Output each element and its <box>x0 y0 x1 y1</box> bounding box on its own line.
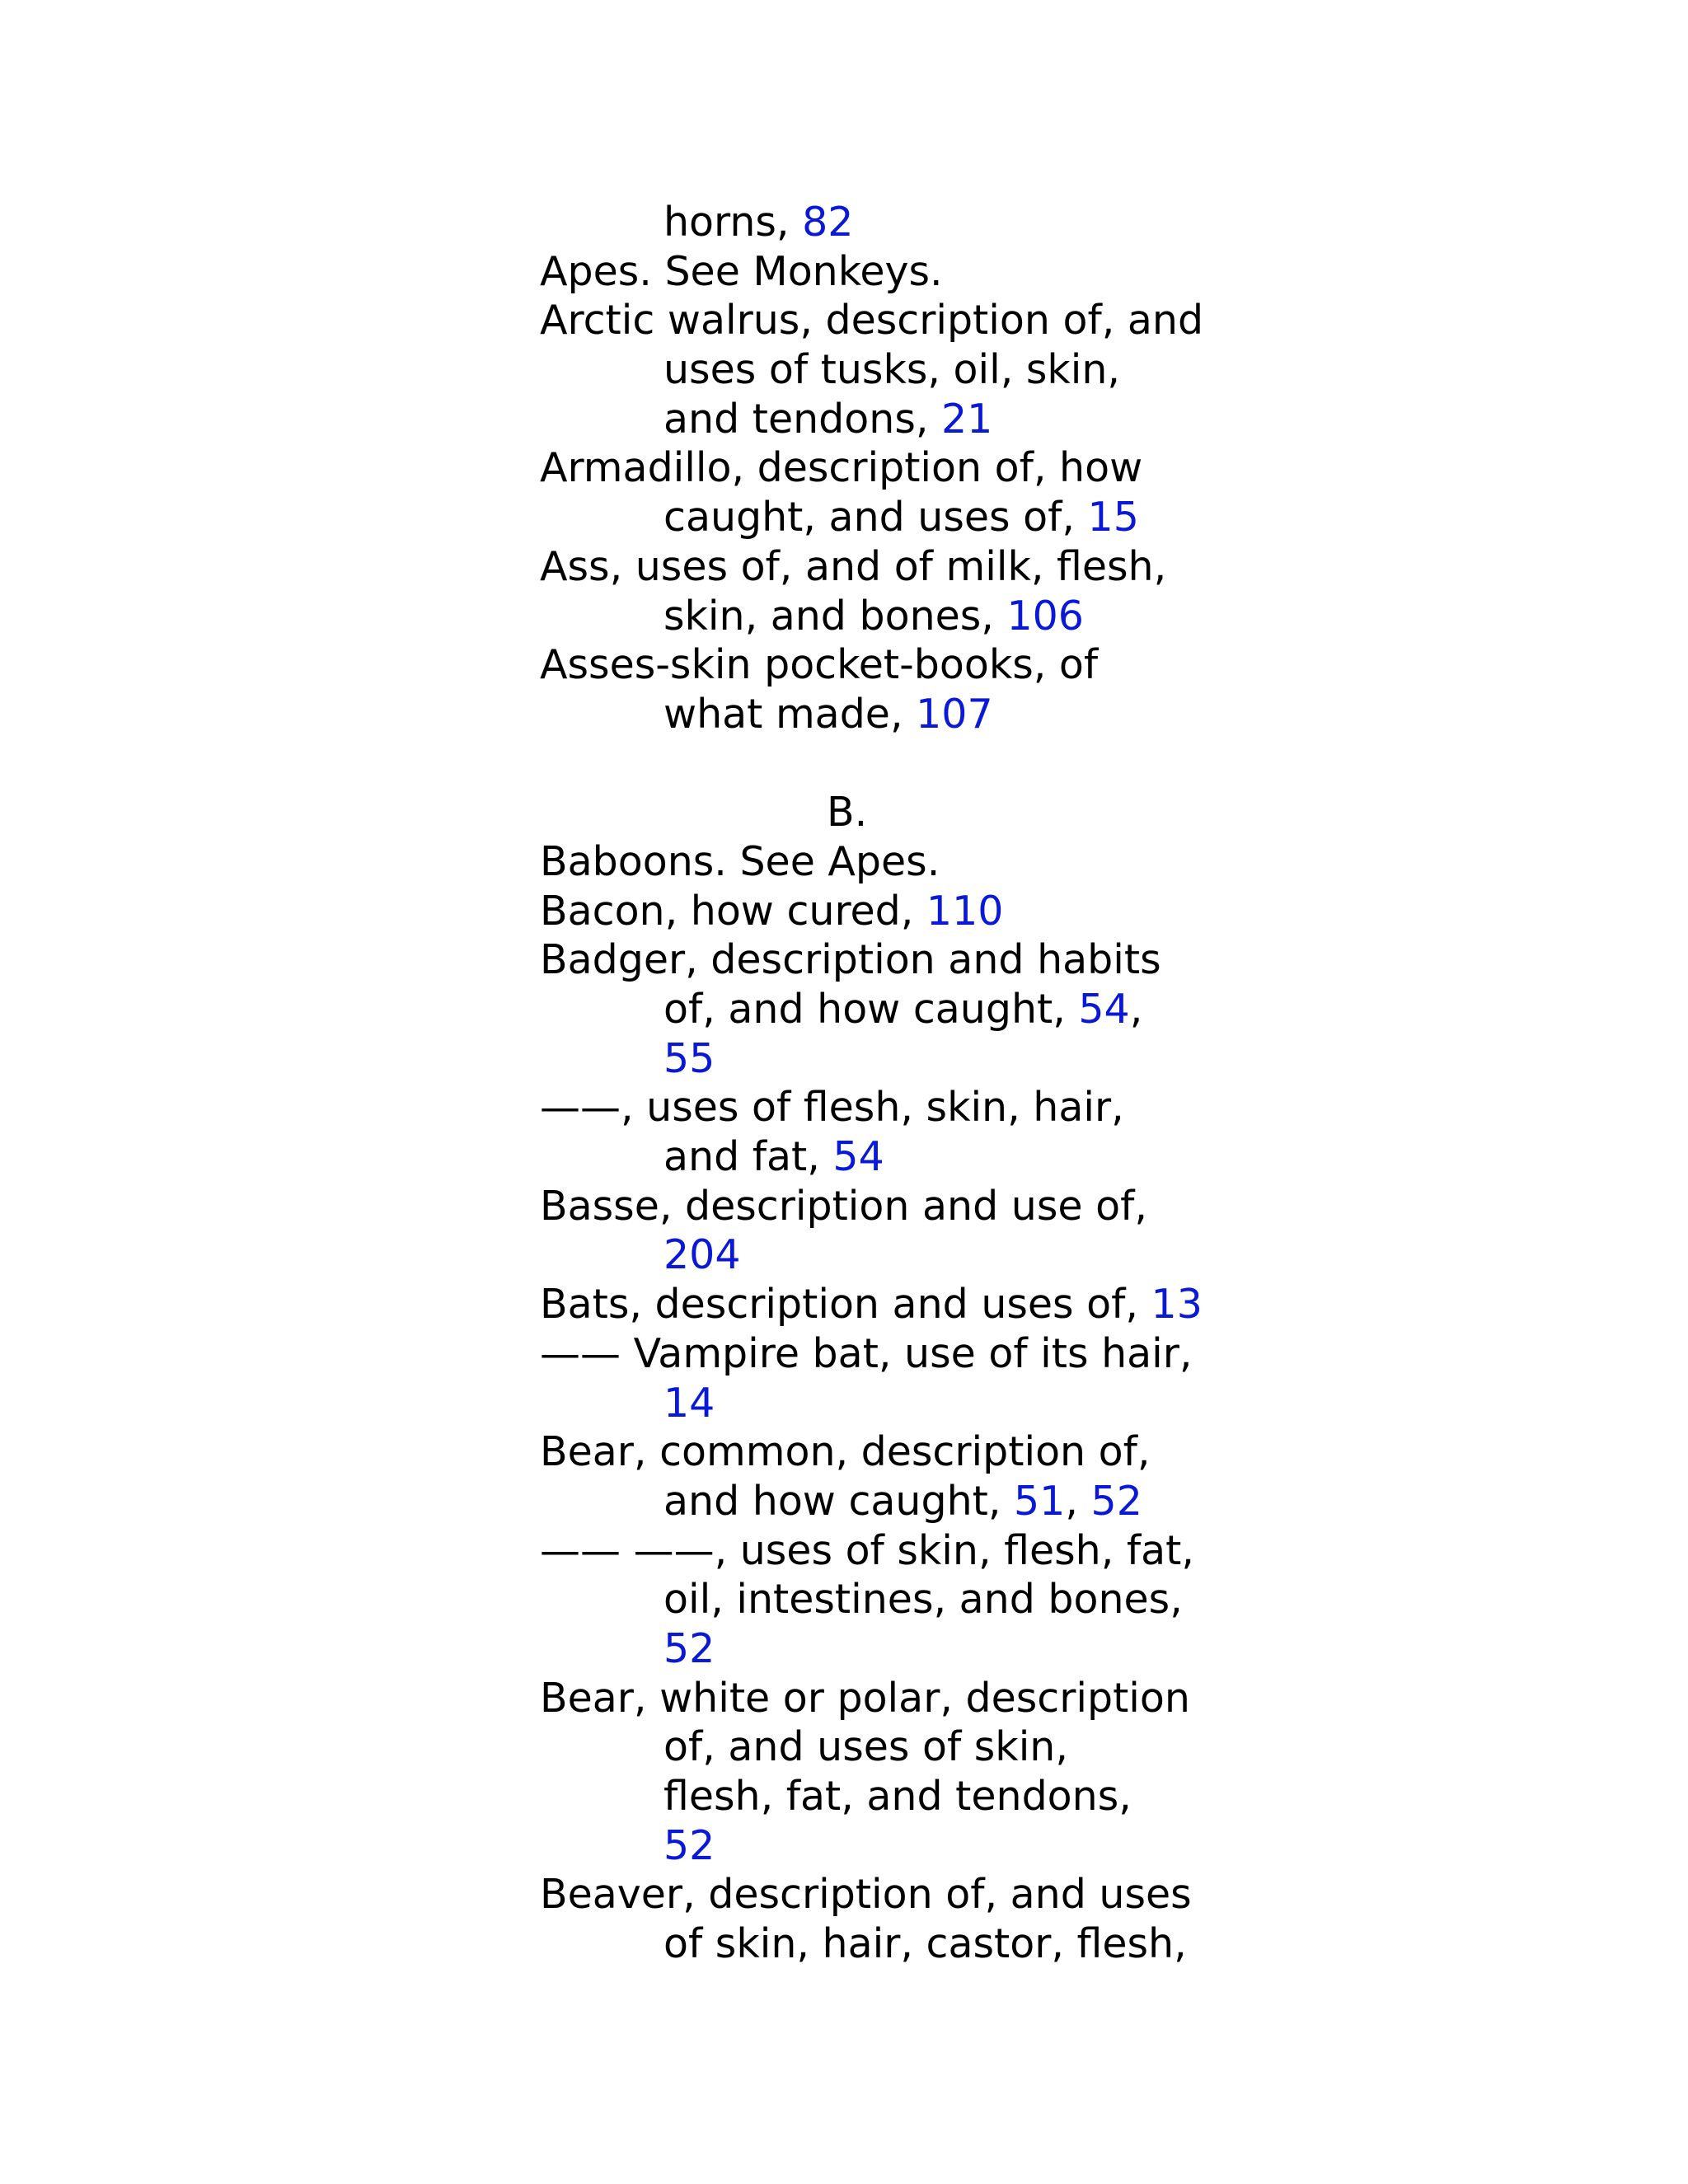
index-text: Apes. See Monkeys. <box>540 247 943 295</box>
index-continuation-line <box>540 1230 1282 1280</box>
index-text: oil, intestines, and bones, <box>663 1576 1183 1624</box>
index-entry-line <box>540 1427 1282 1477</box>
index-continuation-line <box>540 1772 1282 1821</box>
index-entry-line <box>540 247 1282 297</box>
page-reference-link[interactable]: 52 <box>663 1821 715 1869</box>
page-reference-link[interactable]: 13 <box>1151 1281 1203 1329</box>
index-text: Armadillo, description of, how <box>540 444 1143 492</box>
index-text: and tendons, <box>663 395 941 443</box>
index-text: skin, and bones, <box>663 592 1007 640</box>
index-entry-line <box>540 1083 1282 1132</box>
page-reference-link[interactable]: 82 <box>802 199 854 246</box>
index-continuation-line <box>540 345 1282 395</box>
index-text: Ass, uses of, and of milk, flesh, <box>540 542 1167 590</box>
index-entry-line <box>540 1526 1282 1576</box>
index-entry-line <box>540 1182 1282 1231</box>
section-heading <box>540 788 1282 837</box>
index-entry-line <box>540 1329 1282 1379</box>
index-entry-line <box>540 296 1282 345</box>
page-reference-link[interactable]: 55 <box>663 1034 715 1082</box>
index-entry-line <box>540 887 1282 936</box>
index-continuation-line <box>540 1722 1282 1772</box>
index-continuation-line <box>540 1132 1282 1182</box>
index-continuation-line <box>540 1575 1282 1624</box>
index-entry-line <box>540 443 1282 493</box>
index-continuation-line <box>540 1821 1282 1871</box>
index-text: Beaver, description of, and uses <box>540 1871 1192 1919</box>
page-reference-link[interactable]: 52 <box>663 1624 715 1672</box>
index-entry-line <box>540 837 1282 887</box>
index-text: Asses-skin pocket-books, of <box>540 641 1099 689</box>
index-continuation-line <box>540 1477 1282 1526</box>
index-text: Bear, white or polar, description <box>540 1674 1190 1722</box>
index-continuation-line <box>540 1624 1282 1674</box>
index-text: caught, and uses of, <box>663 494 1088 541</box>
index-text: Baboons. See Apes. <box>540 837 940 885</box>
page-reference-link[interactable]: 21 <box>941 395 993 443</box>
page-reference-link[interactable]: 14 <box>663 1379 715 1427</box>
index-text: Bear, common, description of, <box>540 1428 1151 1476</box>
index-text: —— ——, uses of skin, flesh, fat, <box>540 1526 1194 1574</box>
index-page <box>540 198 1282 1969</box>
index-continuation-line <box>540 493 1282 542</box>
index-text: and how caught, <box>663 1477 1014 1525</box>
index-continuation-line <box>540 198 1282 247</box>
index-entry-line <box>540 1280 1282 1329</box>
index-text: of skin, hair, castor, flesh, <box>663 1920 1187 1968</box>
page-reference-link[interactable]: 54 <box>832 1133 884 1181</box>
index-text: Badger, description and habits <box>540 936 1161 984</box>
index-text: , <box>1129 986 1143 1033</box>
index-text: Arctic walrus, description of, and <box>540 297 1204 344</box>
page-reference-link[interactable]: 51 <box>1014 1477 1066 1525</box>
page-reference-link[interactable]: 107 <box>916 690 993 738</box>
index-text: Basse, description and use of, <box>540 1182 1147 1230</box>
index-text: horns, <box>663 199 803 246</box>
index-entry-line <box>540 1870 1282 1919</box>
page-reference-link[interactable]: 106 <box>1006 592 1084 640</box>
index-continuation-line <box>540 1379 1282 1428</box>
index-entry-line <box>540 935 1282 985</box>
index-continuation-line <box>540 1919 1282 1969</box>
page-reference-link[interactable]: 204 <box>663 1231 741 1279</box>
page-reference-link[interactable]: 15 <box>1087 494 1139 541</box>
index-continuation-line <box>540 690 1282 739</box>
page-reference-link[interactable]: 110 <box>926 887 1004 935</box>
index-continuation-line <box>540 1034 1282 1084</box>
index-text: and fat, <box>663 1133 833 1181</box>
index-text: , <box>1065 1477 1091 1525</box>
page-reference-link[interactable]: 52 <box>1090 1477 1142 1525</box>
index-text: Bats, description and uses of, <box>540 1281 1151 1329</box>
index-text: flesh, fat, and tendons, <box>663 1773 1132 1820</box>
index-text: of, and uses of skin, <box>663 1723 1068 1771</box>
index-entry-line <box>540 542 1282 592</box>
section-letter: B. <box>827 789 868 837</box>
index-text: of, and how caught, <box>663 986 1079 1033</box>
index-text: —— Vampire bat, use of its hair, <box>540 1329 1193 1377</box>
index-entry-line <box>540 1674 1282 1723</box>
index-text: ——, uses of flesh, skin, hair, <box>540 1084 1124 1132</box>
index-text: what made, <box>663 690 917 738</box>
index-entry-line <box>540 640 1282 690</box>
index-continuation-line <box>540 395 1282 444</box>
index-text: uses of tusks, oil, skin, <box>663 346 1121 394</box>
index-continuation-line <box>540 592 1282 641</box>
index-text: Bacon, how cured, <box>540 887 926 935</box>
index-continuation-line <box>540 985 1282 1034</box>
blank-line <box>540 739 1282 789</box>
page-reference-link[interactable]: 54 <box>1078 986 1130 1033</box>
